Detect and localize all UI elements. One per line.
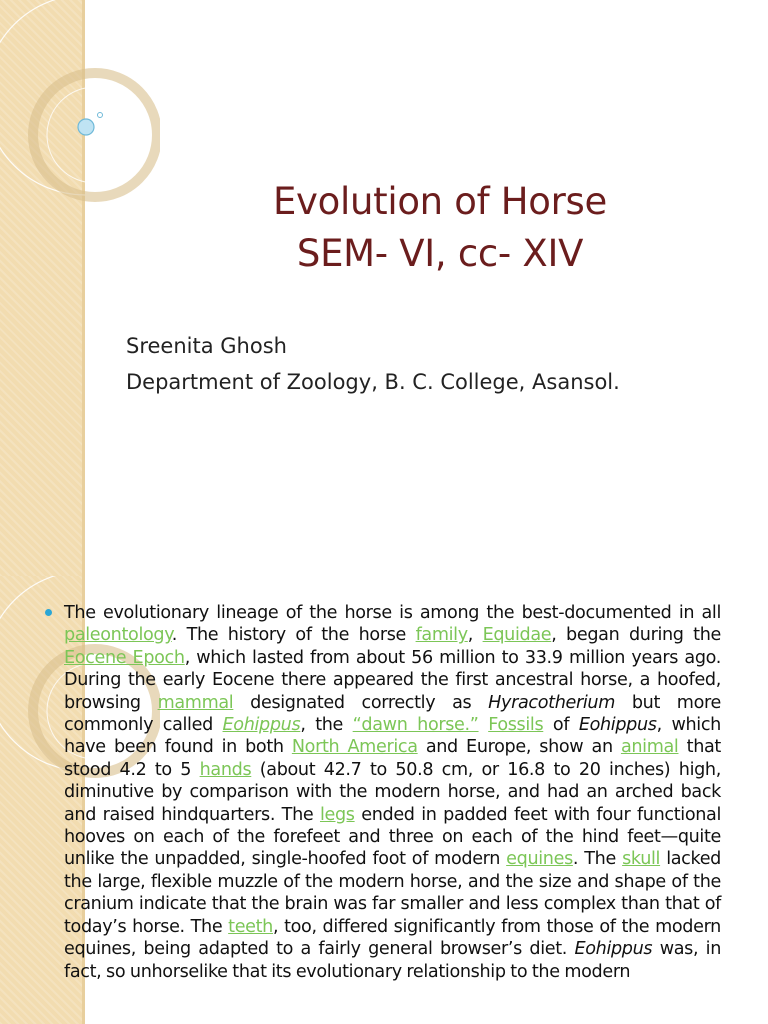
body-paragraph bbox=[64, 602, 721, 983]
slide-subtitle bbox=[126, 328, 746, 400]
text-run: and Europe, show an bbox=[417, 737, 621, 758]
text-run: that stood 4.2 to 5 bbox=[64, 737, 721, 780]
text-run: designated correctly as bbox=[233, 692, 489, 713]
deco-ring-inner bbox=[47, 87, 143, 183]
text-run: but more commonly called bbox=[64, 692, 721, 736]
inline-link[interactable]: teeth bbox=[228, 916, 273, 937]
text-run: , which have been found in both bbox=[64, 715, 721, 758]
inline-link[interactable]: Eohippus bbox=[222, 715, 301, 736]
text-run: lacked the large, flexible muzzle of the modern horse, and the size and shape of the cranium indicate that the brain was far smaller and less complex than that of today’s horse. The bbox=[64, 849, 721, 937]
inline-link[interactable]: animal bbox=[620, 737, 679, 758]
title-line-1: Evolution of Horse bbox=[272, 180, 607, 223]
text-run: , bbox=[467, 625, 483, 646]
deco-bubble-large bbox=[78, 119, 94, 135]
text-run: , which lasted from about 56 million to 33.9 million years ago. During the early Eocene there appeared the first ancestral horse, a hoofed, browsing bbox=[64, 647, 721, 713]
deco-bubble-small bbox=[98, 113, 103, 118]
inline-link[interactable]: equines bbox=[506, 849, 573, 870]
inline-link[interactable]: hands bbox=[199, 759, 252, 780]
decorative-circles bbox=[0, 0, 160, 576]
title-line-2: SEM- VI, cc- XIV bbox=[296, 232, 584, 275]
inline-link[interactable]: paleontology bbox=[64, 625, 172, 646]
text-run: was, in fact, so unhorselike that its evolutionary relationship to the modern bbox=[64, 939, 722, 982]
text-run bbox=[479, 715, 489, 735]
inline-link[interactable]: North America bbox=[291, 737, 418, 758]
italic-text: Hyracotherium bbox=[488, 692, 615, 713]
italic-text: Eohippus bbox=[578, 715, 657, 736]
italic-text: Eohippus bbox=[574, 939, 653, 960]
inline-link[interactable]: “dawn horse.” bbox=[352, 715, 479, 736]
text-run: , too, differed significantly from those of the modern equines, being adapted to a fairly general browser’s diet. bbox=[64, 916, 721, 960]
text-run: ended in padded feet with four functional hooves on each of the forefeet and three on each of the hind feet—quite unlike the unpadded, single-hoofed foot of modern bbox=[64, 804, 722, 870]
text-run: . The history of the horse bbox=[171, 625, 416, 646]
inline-link[interactable]: Fossils bbox=[488, 715, 544, 736]
slide-title bbox=[120, 176, 760, 280]
bullet-dot bbox=[45, 609, 52, 616]
inline-link[interactable]: Equidae bbox=[482, 625, 552, 646]
inline-link[interactable]: skull bbox=[622, 849, 661, 870]
inline-link[interactable]: mammal bbox=[157, 692, 234, 713]
author-name: Sreenita Ghosh bbox=[126, 334, 287, 358]
inline-link[interactable]: family bbox=[415, 625, 468, 646]
text-run: (about 42.7 to 50.8 cm, or 16.8 to 20 inches) high, diminutive by comparison with the modern horse, and had an arched back and raised hindquarters. The bbox=[64, 759, 721, 825]
deco-ring-large bbox=[0, 0, 160, 195]
text-run: of bbox=[543, 715, 579, 736]
affiliation: Department of Zoology, B. C. College, Asansol. bbox=[126, 370, 620, 394]
text-run: . The bbox=[572, 849, 623, 870]
text-run: , the bbox=[300, 715, 353, 736]
text-run: , began during the bbox=[551, 625, 721, 646]
inline-link[interactable]: Eocene Epoch bbox=[64, 647, 185, 668]
inline-link[interactable]: legs bbox=[319, 804, 355, 825]
text-run: The evolutionary lineage of the horse is among the best-documented in all bbox=[64, 603, 721, 623]
